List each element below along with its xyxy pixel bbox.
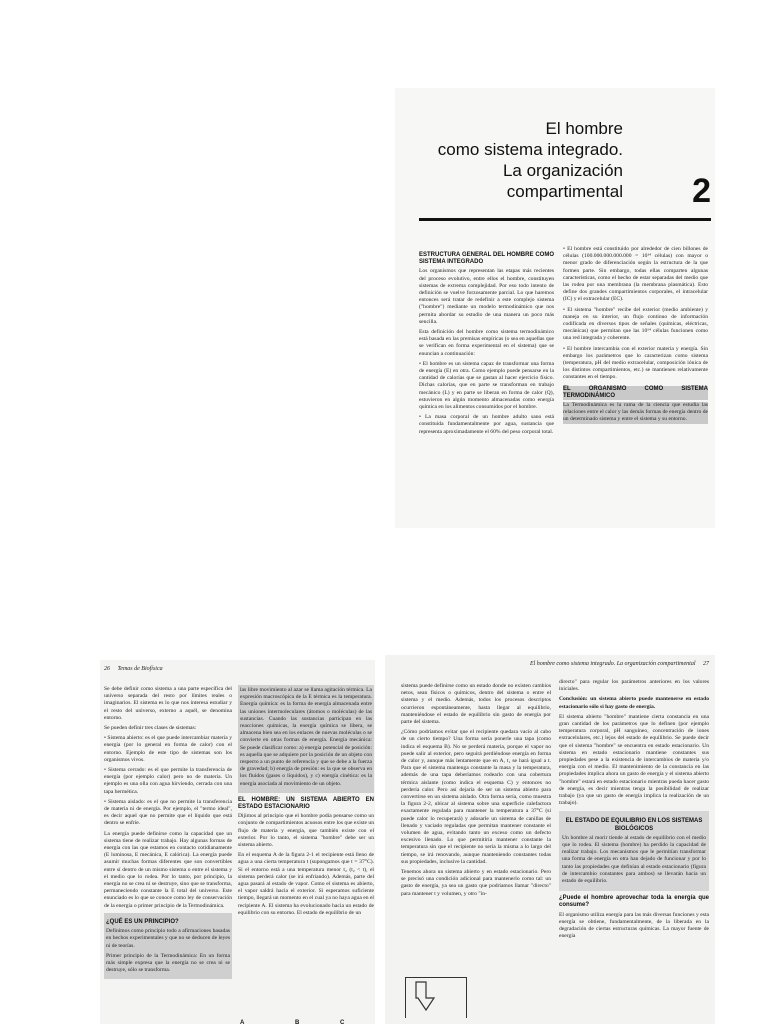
bullet-paragraph: • El hombre está constituido por alrededor de cien billones de células (100.000.000.000.000 = 10¹⁴ células) con mayor o menor grado de diferenciación según la estructura de la que formen parte. Sin embargo, todas ellas comparten algunas características, como el hecho de estar separadas del medio que las rodea por una membrana (la membrana plasmática). Esto define dos grandes compartimientos corporales, el intracelular (IC) y el extracelular (EC). bbox=[563, 246, 708, 303]
chapter-number: 2 bbox=[692, 172, 711, 210]
sidebar-box bbox=[559, 811, 709, 891]
bullet-paragraph: • El hombre es un sistema capaz de transformar una forma de energía (E) en otra. Como ejemplo puede pensarse en la cantidad de calorías que se gastan al hacer ejercicio físico. Dichas calorías, que en parte se transforman en trabajo mecánico (L) y en parte se liberan en forma de calor (Q), estuvieron en algún momento almacenadas como energía química en los alimentos consumidos por el hombre. bbox=[419, 360, 554, 411]
page-number: 27 bbox=[703, 661, 709, 667]
paragraph: Se pueden definir tres clases de sistemas: bbox=[104, 725, 197, 732]
figure-diagram bbox=[405, 977, 467, 1018]
page-left bbox=[100, 660, 375, 1024]
chapter-title bbox=[438, 118, 623, 202]
paragraph: Dijimos al principio que el hombre podía pensarse como un conjunto de compartimientos acuosos entre los que existe un flujo de materia y energía, que también existe con el exterior. Por lo tanto, el sistema "hombre" debe ser un sistema abierto. bbox=[238, 813, 374, 849]
sidebar-box bbox=[104, 913, 232, 979]
bullet-paragraph: • Sistema abierto: es el que puede intercambiar materia y energía (por lo general en forma de calor) con el entorno. Ejemplo de este tipo de sistemas son los organismos vivos. bbox=[104, 735, 232, 763]
page1-column-left bbox=[419, 248, 554, 523]
section-heading: ¿Puede el hombre aprovechar toda la energía que consume? bbox=[559, 895, 709, 909]
figure-label: A bbox=[240, 1020, 245, 1026]
box-text: las libre movimiento al azar se llama agitación térmica. La expresión macroscópica de la E térmica es la temperatura. Energía química: es la forma de energía almacenada entre las uniones intermoleculares (átomos o moléculas) de las sustancias. Cuando las sustancias participan en las reacciones químicas, la energía química se libera, se almacena bien sea en los enlaces de nuevas moléculas o se convierte en otras formas de energía. Energía mecánica: Se puede clasificar como: a) energía potencial de posición: es aquella que se adquiere por la posición de un objeto con respecto a un punto de referencia y que se debe a la fuerza de gravedad; b) energía de presión: es la que se observa en los fluidos (gases o líquidos), y c) energía cinética: es la energía asociada al movimiento de un objeto. bbox=[240, 687, 372, 787]
running-header bbox=[530, 661, 709, 667]
title-line-1: El hombre bbox=[545, 119, 623, 138]
page3-column-right bbox=[559, 679, 709, 1024]
bullet-paragraph: • El hombre intercambia con el exterior materia y energía. Sin embargo los parámetros que lo caracterizan como sistema (temperatura, pH del medio extracelular, composición iónica de los distintos compartimientos, etc.) se mantienen relativamente constantes en el tiempo. bbox=[563, 345, 708, 381]
paragraph: sistema puede definirse como un estado donde no existen cambios netos, sean físicos o químicos, dentro del sistema o entre el sistema y el medio. Además, todos los procesos descriptos ocurrieron espontáneamente, hasta llegar al equilibrio, manteniéndose el estado de equilibrio sin gasto de energía por parte del sistema. bbox=[401, 683, 551, 726]
box-title: EL ESTADO DE EQUILIBRIO EN LOS SISTEMAS BIOLÓGICOS bbox=[565, 818, 703, 832]
page1-column-right bbox=[563, 246, 708, 521]
page3-column-left bbox=[401, 683, 551, 1024]
figure-label: C bbox=[340, 1020, 345, 1026]
section-heading: EL ORGANISMO COMO SISTEMA TERMODINÁMICO bbox=[563, 385, 708, 399]
section-heading: EL HOMBRE: UN SISTEMA ABIERTO EN ESTADO ESTACIONARIO bbox=[238, 796, 374, 811]
box-text: Primer principio de la Termodinámica: En un forma más simple expresa que la energía no se crea ni se destruye, sólo se transforma. bbox=[106, 952, 230, 974]
bullet-paragraph: • La masa corporal de un hombre adulto sano está constituida fundamentalmente por agua, sustancia que representa aproximadamente el 60% del peso corporal total. bbox=[419, 414, 554, 435]
title-rule bbox=[419, 218, 711, 221]
bullet-paragraph: • Sistema aislado: es el que no permite la transferencia de materia ni de energía. Por ejemplo, el "termo ideal", es decir aquel que no permite que el líquido que está dentro se enfríe. bbox=[104, 798, 232, 827]
title-line-4: compartimental bbox=[506, 182, 623, 201]
paragraph: directo" para regular los parámetros anteriores en los valores iniciales. bbox=[559, 679, 709, 693]
header-title: El hombre como sistema integrado. La organización compartimental bbox=[529, 661, 696, 667]
header-title: Temas de Biofísica bbox=[117, 666, 163, 672]
page-number: 26 bbox=[104, 666, 110, 672]
figure-label: B bbox=[295, 1020, 300, 1026]
paragraph: La Termodinámica es la rama de la ciencia que estudia las relaciones entre el calor y las demás formas de energía dentro de un determinado sistema y entre el sistema y su entorno. bbox=[563, 402, 708, 423]
box-title: ¿QUÉ ES UN PRINCIPIO? bbox=[106, 918, 179, 925]
paragraph: La energía puede definirse como la capacidad que un sistema tiene de realizar trabajo. Hay algunas formas de energía con las que estamos en contacto cotidianamente (E luminosa, E mecánica, E calórica). La energía puede asumir muchas formas diferentes que son convertibles entre sí dentro de un mismo sistema o entre el sistema y el medio que lo rodea. Por lo tanto, por principio, la energía no se crea ni se destruye, sino que se transforma, permaneciendo constante la E total del universo. Este enunciado es lo que se conoce como ley de conservación de la energía o primer principio de la Termodinámica. bbox=[104, 830, 232, 909]
paragraph: Tenemos ahora un sistema abierto y en estado estacionario. Pero se precisó una condición adicional para mantenerlo como tal: un gasto de energía, ya sea un gasto que podríamos llamar "directo" para mantener t y volumen, y otro "in- bbox=[401, 869, 551, 897]
page2-column-right bbox=[238, 682, 374, 1024]
paragraph: Se debe definir como sistema a una parte específica del universo separada del resto por límites reales o imaginarios. El sistema es lo que nos interesa estudiar y el resto del universo, externo a aquél, se denomina entorno. bbox=[104, 686, 232, 721]
page-right bbox=[385, 655, 715, 1024]
box-text: Definimos como principio todo a afirmaciones basadas en hechos experimentales y que no se deducen de leyes ni de teorías. bbox=[106, 928, 230, 949]
title-line-3: La organización bbox=[502, 161, 623, 180]
box-text: Un hombre al morir tiende al estado de equilibrio con el medio que lo rodea. El sistema (hombre) ha perdido la capacidad de realizar trabajo. Los mecanismos que le permitían transformar una forma de energía en otra han dejado de funcionar y por lo tanto las propiedades que definían al estado estacionario (figura de intercambio constantes para ambos) se llevarán hacia un estado de equilibrio. bbox=[562, 834, 706, 885]
paragraph: Los organismos que representan las etapas más recientes del proceso evolutivo, entre ellos el hombre, constituyen sistemas de extrema complejidad. Por eso todo intento de definición se vuelve forzosamente parcial. Lo que haremos entonces será tratar de redefinir a este complejo sistema ("hombre") mediante un modelo termodinámico que nos permita abordar su estudio de una manera un poco más sencilla. bbox=[419, 268, 554, 325]
arrow-diagram-icon bbox=[406, 978, 466, 1018]
paragraph: ¿Cómo podríamos evitar que el recipiente quedara vacío al cabo de un cierto tiempo? Una forma sería ponerle una tapa (como indica el esquema B). No se perderá materia, porque el vapor no puede salir al exterior, pero seguirá perdiéndose energía en forma de calor y, aunque más lentamente que en A, t₁ se hará igual a t. Para que el sistema mantenga constante la masa y la temperatura, además de una tapa deberíamos rodearlo con una cobertura térmica aislante (como indica el esquema C) y entonces no perdería calor. Pero así dejaría de ser un sistema abierto para convertirse en un sistema aislado. Otra forma sería, como muestra la figura 2-2, ubicar al sistema sobre una superficie calefactora exactamente regulada para mantener la temperatura a 37°C (si puede calor lo recuperará) y adosarle un sistema de canillas de llenado y vaciado reguladas que permitan mantener constante el volumen de agua, evitando tanto un exceso como un defecto excesivo llenado. Lo que permitiría mantener constante la temperatura sin que el recipiente no sería la misma a lo largo del tiempo, se irá renovando, aunque manteniendo constantes todas sus propiedades, inclusive la cantidad. bbox=[401, 729, 551, 865]
paragraph: En el esquema A de la figura 2-1 el recipiente está lleno de agua a una cierta temperatura t (supongamos que t = 37°C). Si el entorno está a una temperatura menor t₂ (t₂ < t), el sistema perderá calor (se irá enfriando). Además, parte del agua pasará al estado de vapor. Como el sistema es abierto, el vapor saldrá hacia el exterior. Si esperamos suficiente tiempo, llegará un momento en el cual ya no haya agua en el recipiente A. El sistema ha evolucionado hacia un estado de equilibrio con su entorno. El estado de equilibrio de un bbox=[238, 852, 374, 916]
paragraph: Esta definición del hombre como sistema termodinámico está basada en las premisas empíricas (o sea en aquellas que se verifican en forma experimental en el sistema) que se enuncian a continuación: bbox=[419, 329, 554, 357]
conclusion-paragraph: Conclusión: un sistema abierto puede mantenerse en estado estacionario sólo si hay gasto de energía. bbox=[559, 696, 709, 710]
highlight-box bbox=[238, 685, 374, 793]
section-heading: ESTRUCTURA GENERAL DEL HOMBRE COMO SISTEMA INTEGRADO bbox=[419, 252, 554, 266]
bullet-paragraph: • Sistema cerrado: es el que permite la transferencia de energía (por ejemplo calor) pero no de materia. Un ejemplo es una olla con agua hirviendo, cerrada con una tapa hermética. bbox=[104, 767, 232, 795]
page2-column-left bbox=[104, 686, 232, 1024]
paragraph: El sistema abierto "hombre" mantiene cierta constancia en una gran cantidad de los parámetros que lo definen (por ejemplo temperatura corporal, pH sanguíneo, concentración de iones extracelulares, etc.) lejos del estado de equilibrio. Se puede decir que el sistema "hombre" se encuentra en estado estacionario. Un sistema en estado estacionario mantiene constantes sus propiedades pese a la existencia de intercambios de materia y/o energía con el medio. El mantenimiento de la constancia en las propiedades implica ahora un gasto de energía y el sistema abierto "hombre" estará en estado estacionario mientras pueda hacer gasto de energía, es decir mientras tenga la posibilidad de realizar trabajo (ya que un gasto de energía implica la realización de un trabajo). bbox=[559, 713, 709, 807]
bullet-paragraph: • El sistema "hombre" recibe del exterior (medio ambiente) y maneja en su interior, un flujo continuo de información codificada en diversos tipos de señales (químicas, eléctricas, mecánicas) que permitan que las 10¹⁴ células funcionen como una red integrada y coherente. bbox=[563, 306, 708, 342]
page-top bbox=[395, 88, 715, 528]
running-header bbox=[104, 666, 163, 672]
title-line-2: como sistema integrado. bbox=[437, 140, 623, 159]
paragraph: El organismo utiliza energía para las más diversas funciones y esta energía se obtiene, fundamentalmente, de la liberada en la degradación de ciertas estructuras químicas. La mayor fuente de energía bbox=[559, 911, 709, 940]
